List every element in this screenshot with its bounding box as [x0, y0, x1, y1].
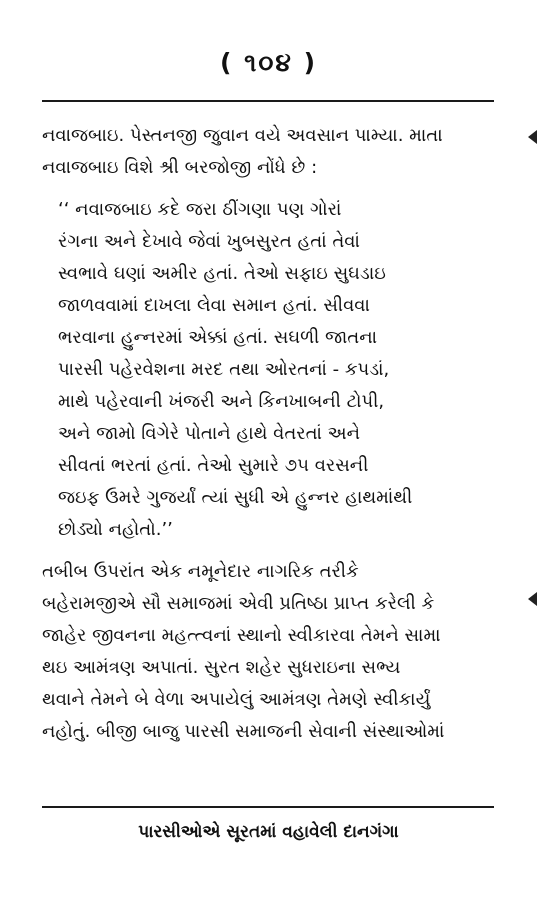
quote-line: રંગના અને દેખાવે જેવાં ખુબસુરત હતાં તેવાં [58, 231, 360, 252]
page-number: ( ૧૦૪ ) [219, 48, 318, 77]
quote-line: માથે પહેરવાની ખંજરી અને કિનખાબની ટોપી, [58, 391, 385, 412]
quote-line: સ્વભાવે ઘણાં અમીર હતાં. તેઓ સફાઇ સુઘડાઇ [58, 263, 386, 284]
edge-notch-icon [528, 130, 537, 144]
text-line: જાહેર જીવનના મહત્ત્વનાં સ્થાનો સ્વીકારવા તેમને સામા [42, 625, 441, 646]
quote-line: છોડ્યો નહોતો.’’ [58, 519, 173, 540]
body-text [42, 120, 497, 748]
quote-line: જાળવવામાં દાખલા લેવા સમાન હતાં. સીવવા [58, 295, 370, 316]
text-line: બહેરામજીએ સૌ સમાજમાં એવી પ્રતિષ્ઠા પ્રાપ્ત કરેલી કે [42, 593, 435, 614]
text-line: નહોતું. બીજી બાજુ પારસી સમાજની સેવાની સંસ્થાઓમાં [42, 721, 445, 742]
quote-line: જઇફ ઉમરે ગુજર્યાં ત્યાં સુધી એ હુન્નર હાથમાંથી [58, 487, 413, 508]
spacer [42, 546, 497, 556]
quote-line: ‘‘ નવાજબાઇ કદે જરા ઠીંગણા પણ ગોરાં [58, 199, 342, 220]
paragraph-2 [42, 556, 497, 748]
text-line: નવાજબાઇ. પેસ્તનજી જુવાન વયે અવસાન પામ્યા. માતા [42, 125, 443, 146]
spacer [42, 184, 497, 194]
paragraph-1 [42, 120, 497, 184]
text-line: નવાજબાઇ વિશે શ્રી બરજોજી નોંધે છે : [42, 157, 318, 178]
running-footer: પારસીઓએ સૂરતમાં વહાવેલી દાનગંગા [138, 822, 399, 842]
block-quote [42, 194, 497, 546]
quote-line: અને જામો વિગેરે પોતાને હાથે વેતરતાં અને [58, 423, 361, 444]
text-line: તબીબ ઉપરાંત એક નમૂનેદાર નાગરિક તરીકે [42, 561, 359, 582]
quote-line: સીવતાં ભરતાં હતાં. તેઓ સુમારે ૭૫ વરસની [58, 455, 369, 476]
edge-notch-icon [528, 592, 537, 606]
text-line: થઇ આમંત્રણ અપાતાં. સુરત શહેર સુધરાઇના સભ્ય [42, 657, 401, 678]
text-line: થવાને તેમને બે વેળા અપાયેલું આમંત્રણ તેમણે સ્વીકાર્યું [42, 689, 431, 710]
bottom-rule [42, 806, 494, 808]
top-rule [42, 100, 494, 102]
quote-line: પારસી પહેરવેશના મરદ તથા ઓરતનાં - કપડાં, [58, 359, 390, 380]
quote-line: ભરવાના હુન્નરમાં એક્કાં હતાં. સઘળી જાતના [58, 327, 378, 348]
